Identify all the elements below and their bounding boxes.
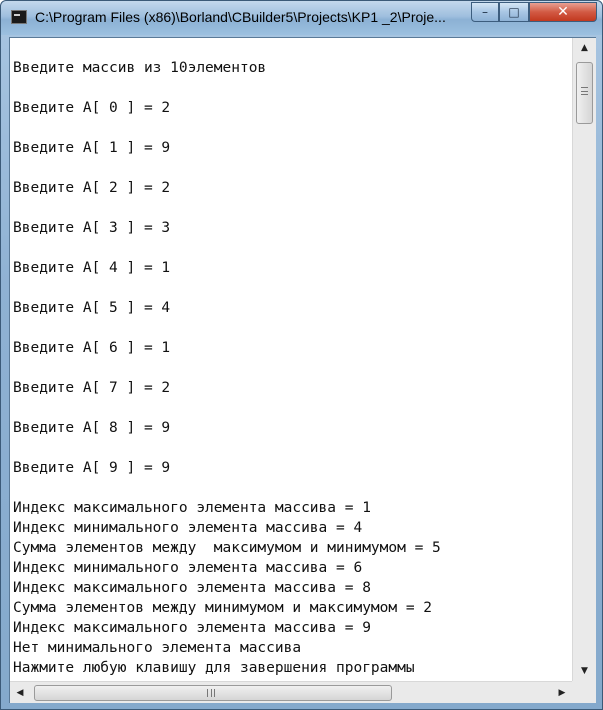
vertical-scrollbar[interactable] — [572, 38, 596, 681]
arrow-right-icon: ▶ — [558, 687, 566, 698]
console-line: Введите A[ 4 ] = 1 — [13, 260, 171, 276]
console-line: Сумма элементов между максимумом и минимумом = 5 — [13, 540, 441, 556]
console-line: Сумма элементов между минимумом и максимумом = 2 — [13, 600, 433, 616]
console-line: Индекс максимального элемента массива = 9 — [13, 620, 371, 636]
console-output[interactable] — [10, 38, 572, 681]
scrollbar-corner — [572, 681, 596, 703]
console-line: Нажмите любую клавишу для завершения программы — [13, 660, 415, 676]
arrow-up-icon: ▲ — [581, 43, 588, 53]
console-line: Введите A[ 6 ] = 1 — [13, 340, 171, 356]
close-icon: ✕ — [557, 4, 569, 20]
scroll-up-button[interactable] — [573, 38, 596, 58]
console-line: Индекс минимального элемента массива = 6 — [13, 560, 363, 576]
grip-icon — [581, 87, 588, 95]
console-line: Индекс минимального элемента массива = 4 — [13, 520, 363, 536]
minimize-icon: – — [482, 5, 488, 19]
console-line: Индекс максимального элемента массива = 8 — [13, 580, 371, 596]
console-line: Введите A[ 0 ] = 2 — [13, 100, 171, 116]
scroll-right-button[interactable] — [552, 682, 572, 703]
close-button[interactable] — [529, 2, 597, 22]
maximize-icon: □ — [508, 5, 520, 19]
minimize-button[interactable] — [471, 2, 499, 22]
maximize-button[interactable] — [499, 2, 529, 22]
console-line: Введите A[ 1 ] = 9 — [13, 140, 171, 156]
horizontal-scroll-thumb[interactable] — [34, 685, 392, 701]
console-line: Введите A[ 8 ] = 9 — [13, 420, 171, 436]
console-line: Нет минимального элемента массива — [13, 640, 302, 656]
console-line: Индекс максимального элемента массива = 1 — [13, 500, 371, 516]
arrow-left-icon: ◀ — [16, 687, 24, 698]
console-line: Введите A[ 5 ] = 4 — [13, 300, 171, 316]
vertical-scroll-thumb[interactable] — [576, 62, 593, 124]
console-client-area — [9, 37, 596, 703]
console-line: Введите A[ 9 ] = 9 — [13, 460, 171, 476]
grip-icon — [207, 689, 215, 697]
window-title: C:\Program Files (x86)\Borland\CBuilder5\Projects\KP1 _2\Proje... — [35, 9, 446, 25]
console-line: Введите массив из 10элементов — [13, 60, 267, 76]
console-line: Введите A[ 3 ] = 3 — [13, 220, 171, 236]
console-app-icon[interactable] — [11, 10, 27, 24]
scroll-down-button[interactable] — [573, 661, 596, 681]
console-line: Введите A[ 2 ] = 2 — [13, 180, 171, 196]
horizontal-scrollbar[interactable] — [10, 681, 572, 703]
console-line: Введите A[ 7 ] = 2 — [13, 380, 171, 396]
title-bar[interactable] — [1, 1, 602, 35]
scroll-left-button[interactable] — [10, 682, 30, 703]
arrow-down-icon: ▼ — [581, 666, 588, 676]
